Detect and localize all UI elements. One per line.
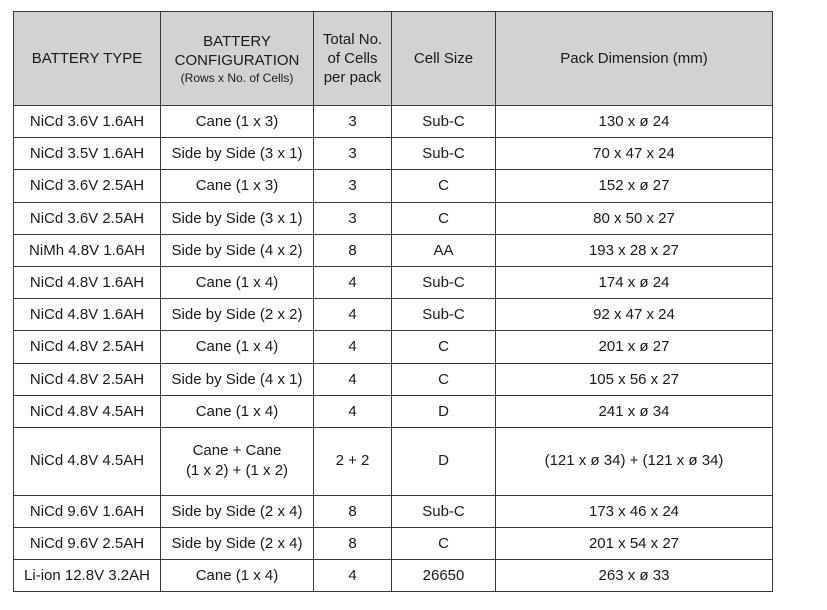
cell-total-cells: 8	[314, 528, 392, 560]
table-row	[14, 427, 773, 495]
cell-cell-size: C	[392, 331, 496, 363]
cell-battery-type: NiCd 9.6V 1.6AH	[14, 495, 161, 527]
table-row	[14, 528, 773, 560]
cell-total-cells: 4	[314, 299, 392, 331]
cell-cell-size: C	[392, 202, 496, 234]
cell-battery-type: NiCd 3.6V 2.5AH	[14, 202, 161, 234]
cell-pack-dimension: 193 x 28 x 27	[496, 234, 773, 266]
cell-pack-dimension: 130 x ø 24	[496, 106, 773, 138]
cell-battery-type: NiCd 4.8V 1.6AH	[14, 266, 161, 298]
cell-battery-type: NiCd 4.8V 2.5AH	[14, 331, 161, 363]
table-row	[14, 395, 773, 427]
header-pack-dimension: Pack Dimension (mm)	[496, 12, 773, 106]
cell-total-cells: 8	[314, 234, 392, 266]
header-row	[14, 12, 773, 106]
table-body	[14, 106, 773, 592]
cell-pack-dimension: 70 x 47 x 24	[496, 138, 773, 170]
cell-pack-dimension: 201 x 54 x 27	[496, 528, 773, 560]
cell-pack-dimension: 174 x ø 24	[496, 266, 773, 298]
cell-cell-size: C	[392, 170, 496, 202]
cell-total-cells: 4	[314, 560, 392, 592]
cell-pack-dimension: 80 x 50 x 27	[496, 202, 773, 234]
header-battery-type: BATTERY TYPE	[14, 12, 161, 106]
cell-configuration-line1: Cane + Cane	[192, 442, 282, 460]
cell-battery-type: NiCd 3.5V 1.6AH	[14, 138, 161, 170]
cell-battery-type: NiCd 9.6V 2.5AH	[14, 528, 161, 560]
cell-total-cells: 4	[314, 395, 392, 427]
cell-configuration: Side by Side (4 x 2)	[161, 234, 314, 266]
cell-cell-size: Sub-C	[392, 266, 496, 298]
cell-pack-dimension: 263 x ø 33	[496, 560, 773, 592]
cell-cell-size: C	[392, 363, 496, 395]
header-configuration-line1: BATTERY	[203, 32, 271, 50]
cell-cell-size: C	[392, 528, 496, 560]
header-configuration	[161, 12, 314, 106]
cell-total-cells: 3	[314, 170, 392, 202]
cell-configuration: Side by Side (2 x 2)	[161, 299, 314, 331]
table-row	[14, 331, 773, 363]
cell-cell-size: Sub-C	[392, 106, 496, 138]
table-row	[14, 266, 773, 298]
table-row	[14, 170, 773, 202]
table-row	[14, 106, 773, 138]
table-row	[14, 202, 773, 234]
cell-pack-dimension: 92 x 47 x 24	[496, 299, 773, 331]
cell-cell-size: Sub-C	[392, 138, 496, 170]
header-total-cells-line1: Total No.	[322, 31, 383, 48]
cell-configuration: Cane (1 x 4)	[161, 560, 314, 592]
cell-cell-size: D	[392, 427, 496, 495]
table-header	[14, 12, 773, 106]
header-total-cells	[314, 12, 392, 106]
cell-total-cells: 4	[314, 331, 392, 363]
cell-cell-size: 26650	[392, 560, 496, 592]
cell-battery-type: Li-ion 12.8V 3.2AH	[14, 560, 161, 592]
cell-battery-type: NiCd 3.6V 2.5AH	[14, 170, 161, 202]
header-cell-size: Cell Size	[392, 12, 496, 106]
cell-battery-type: NiCd 4.8V 1.6AH	[14, 299, 161, 331]
header-configuration-sub: (Rows x No. of Cells)	[180, 70, 294, 85]
header-total-cells-line2: of Cells	[327, 50, 378, 67]
cell-pack-dimension: 173 x 46 x 24	[496, 495, 773, 527]
table-row	[14, 138, 773, 170]
cell-pack-dimension: (121 x ø 34) + (121 x ø 34)	[496, 427, 773, 495]
cell-pack-dimension: 241 x ø 34	[496, 395, 773, 427]
cell-cell-size: Sub-C	[392, 495, 496, 527]
cell-battery-type: NiCd 4.8V 4.5AH	[14, 427, 161, 495]
cell-cell-size: D	[392, 395, 496, 427]
cell-configuration: Side by Side (2 x 4)	[161, 495, 314, 527]
cell-pack-dimension: 152 x ø 27	[496, 170, 773, 202]
cell-battery-type: NiCd 4.8V 4.5AH	[14, 395, 161, 427]
cell-battery-type: NiCd 3.6V 1.6AH	[14, 106, 161, 138]
cell-configuration: Side by Side (4 x 1)	[161, 363, 314, 395]
cell-battery-type: NiMh 4.8V 1.6AH	[14, 234, 161, 266]
cell-configuration: Side by Side (3 x 1)	[161, 202, 314, 234]
battery-spec-table	[13, 11, 773, 592]
cell-configuration: Side by Side (3 x 1)	[161, 138, 314, 170]
cell-total-cells: 2 + 2	[314, 427, 392, 495]
cell-cell-size: Sub-C	[392, 299, 496, 331]
cell-configuration	[161, 427, 314, 495]
cell-configuration: Side by Side (2 x 4)	[161, 528, 314, 560]
cell-total-cells: 3	[314, 138, 392, 170]
cell-configuration: Cane (1 x 4)	[161, 395, 314, 427]
cell-total-cells: 4	[314, 266, 392, 298]
cell-configuration: Cane (1 x 3)	[161, 170, 314, 202]
table-row	[14, 234, 773, 266]
cell-cell-size: AA	[392, 234, 496, 266]
table-row	[14, 299, 773, 331]
cell-total-cells: 3	[314, 106, 392, 138]
table-row	[14, 495, 773, 527]
table-row	[14, 560, 773, 592]
cell-total-cells: 3	[314, 202, 392, 234]
cell-configuration: Cane (1 x 3)	[161, 106, 314, 138]
cell-battery-type: NiCd 4.8V 2.5AH	[14, 363, 161, 395]
table-row	[14, 363, 773, 395]
cell-configuration-line2: (1 x 2) + (1 x 2)	[185, 462, 289, 480]
cell-configuration: Cane (1 x 4)	[161, 331, 314, 363]
battery-table-container	[13, 11, 773, 592]
cell-total-cells: 8	[314, 495, 392, 527]
cell-pack-dimension: 201 x ø 27	[496, 331, 773, 363]
cell-total-cells: 4	[314, 363, 392, 395]
header-configuration-line2: CONFIGURATION	[174, 51, 300, 69]
cell-configuration: Cane (1 x 4)	[161, 266, 314, 298]
header-total-cells-line3: per pack	[323, 69, 382, 86]
cell-pack-dimension: 105 x 56 x 27	[496, 363, 773, 395]
